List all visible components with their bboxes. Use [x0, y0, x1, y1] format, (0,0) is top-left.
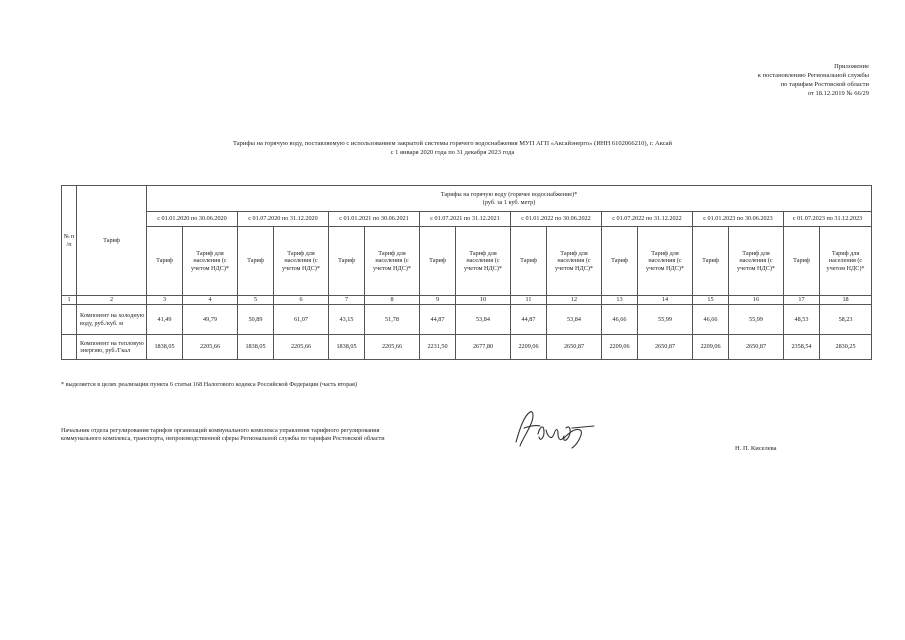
- period-header: с 01.01.2021 по 30.06.2021: [329, 212, 420, 227]
- tariff-value: 46,66: [693, 305, 729, 335]
- tariff-value: 1838,05: [238, 335, 274, 360]
- tariff-value: 44,87: [511, 305, 547, 335]
- column-number: 11: [511, 296, 547, 305]
- col-num-header: № п /п: [62, 186, 77, 296]
- appendix-line: от 18.12.2019 № 66/29: [807, 90, 869, 97]
- row-number: [62, 305, 77, 335]
- column-number: 16: [729, 296, 784, 305]
- period-header: с 01.07.2022 по 31.12.2022: [602, 212, 693, 227]
- period-header: с 01.01.2022 по 30.06.2022: [511, 212, 602, 227]
- tariff-value: 41,49: [147, 305, 183, 335]
- column-number: 3: [147, 296, 183, 305]
- tariff-value: 2650,87: [638, 335, 693, 360]
- tariff-subheader: Тариф для населения (с учетом НДС)*: [365, 227, 420, 296]
- tariff-subheader: Тариф: [602, 227, 638, 296]
- appendix-line: по тарифам Ростовской области: [780, 81, 869, 88]
- row-label: Компонент на холодную воду, руб./куб. м: [77, 305, 147, 335]
- tariff-value: 2231,50: [420, 335, 456, 360]
- appendix-line: к постановлению Региональной службы: [757, 72, 869, 79]
- signer-name: Н. П. Киселева: [735, 445, 777, 452]
- tariff-value: 53,84: [456, 305, 511, 335]
- tariff-subheader: Тариф для населения (с учетом НДС)*: [729, 227, 784, 296]
- tariff-value: 55,99: [729, 305, 784, 335]
- tariff-value: 1838,05: [329, 335, 365, 360]
- tariff-subheader: Тариф для населения (с учетом НДС)*: [820, 227, 872, 296]
- tariff-value: 2650,87: [547, 335, 602, 360]
- group-header-line: (руб. за 1 куб. метр): [482, 198, 536, 206]
- tariff-value: 53,84: [547, 305, 602, 335]
- tariff-value: 55,99: [638, 305, 693, 335]
- tariff-value: 2830,25: [820, 335, 872, 360]
- tariff-subheader: Тариф: [511, 227, 547, 296]
- column-number: 8: [365, 296, 420, 305]
- tariff-value: 2209,06: [602, 335, 638, 360]
- group-header: [147, 186, 872, 212]
- tariff-subheader: Тариф для населения (с учетом НДС)*: [547, 227, 602, 296]
- column-number: 2: [77, 296, 147, 305]
- tariff-subheader: Тариф: [147, 227, 183, 296]
- tariff-subheader: Тариф для населения (с учетом НДС)*: [638, 227, 693, 296]
- tariff-subheader: Тариф для населения (с учетом НДС)*: [183, 227, 238, 296]
- column-number: 15: [693, 296, 729, 305]
- tariff-value: 2650,87: [729, 335, 784, 360]
- tariff-subheader: Тариф для населения (с учетом НДС)*: [274, 227, 329, 296]
- period-header: с 01.07.2021 по 31.12.2021: [420, 212, 511, 227]
- tariff-value: 2205,66: [365, 335, 420, 360]
- column-number: 4: [183, 296, 238, 305]
- title-line: Тарифы на горячую воду, поставляемую с использованием закрытой системы горячего водоснабжения МУП АГП «Аксайэнерго» (ИНН 6102066210), г. Аксай: [232, 140, 673, 147]
- column-number: 5: [238, 296, 274, 305]
- tariff-value: 46,66: [602, 305, 638, 335]
- row-number: [62, 335, 77, 360]
- tariff-value: 49,79: [183, 305, 238, 335]
- table-row: [62, 305, 872, 335]
- row-label: Компонент на тепловую энергию, руб./Гкал: [77, 335, 147, 360]
- column-number: 1: [62, 296, 77, 305]
- tariff-value: 61,07: [274, 305, 329, 335]
- period-header: с 01.01.2020 по 30.06.2020: [147, 212, 238, 227]
- tariff-value: 2358,54: [784, 335, 820, 360]
- tariff-value: 50,89: [238, 305, 274, 335]
- tariff-value: 44,87: [420, 305, 456, 335]
- period-header: с 01.01.2023 по 30.06.2023: [693, 212, 784, 227]
- tariff-subheader: Тариф: [238, 227, 274, 296]
- appendix-line: Приложение: [834, 63, 869, 70]
- column-number: 14: [638, 296, 693, 305]
- col-tariff-header: Тариф: [77, 186, 147, 296]
- tariff-subheader: Тариф: [784, 227, 820, 296]
- tariff-value: 2209,06: [511, 335, 547, 360]
- tariff-value: 58,23: [820, 305, 872, 335]
- table-row: [62, 335, 872, 360]
- column-number: 9: [420, 296, 456, 305]
- document-title: [0, 139, 905, 157]
- column-number: 18: [820, 296, 872, 305]
- title-line: с 1 января 2020 года по 31 декабря 2023 года: [390, 149, 515, 156]
- appendix-header: [758, 62, 869, 98]
- column-number: 10: [456, 296, 511, 305]
- tariff-table: [61, 185, 872, 360]
- tariff-value: 1838,05: [147, 335, 183, 360]
- tariff-value: 2205,66: [274, 335, 329, 360]
- tariff-value: 2205,66: [183, 335, 238, 360]
- group-header-line: Тарифы на горячую воду (горячее водоснабжение)*: [440, 191, 578, 199]
- tariff-value: 43,15: [329, 305, 365, 335]
- period-header: с 01.07.2023 по 31.12.2023: [784, 212, 872, 227]
- tariff-subheader: Тариф: [420, 227, 456, 296]
- tariff-subheader: Тариф для населения (с учетом НДС)*: [456, 227, 511, 296]
- tariff-value: 51,78: [365, 305, 420, 335]
- column-number: 7: [329, 296, 365, 305]
- tariff-value: 2209,06: [693, 335, 729, 360]
- column-number: 6: [274, 296, 329, 305]
- tariff-subheader: Тариф: [329, 227, 365, 296]
- tariff-value: 48,53: [784, 305, 820, 335]
- tariff-value: 2677,80: [456, 335, 511, 360]
- footnote: * выделяется в целях реализации пункта 6 статьи 168 Налогового кодекса Российской Федерации (часть вторая): [61, 381, 357, 388]
- tariff-subheader: Тариф: [693, 227, 729, 296]
- column-number: 17: [784, 296, 820, 305]
- signer-position: Начальник отдела регулирования тарифов организаций коммунального комплекса управления тарифного регулирования коммунального комплекса, транспорта, непроизводственной сферы Региональной службы по тарифам Ростовской области: [61, 427, 385, 442]
- column-number: 12: [547, 296, 602, 305]
- column-number: 13: [602, 296, 638, 305]
- handwritten-signature: [510, 404, 596, 452]
- period-header: с 01.07.2020 по 31.12.2020: [238, 212, 329, 227]
